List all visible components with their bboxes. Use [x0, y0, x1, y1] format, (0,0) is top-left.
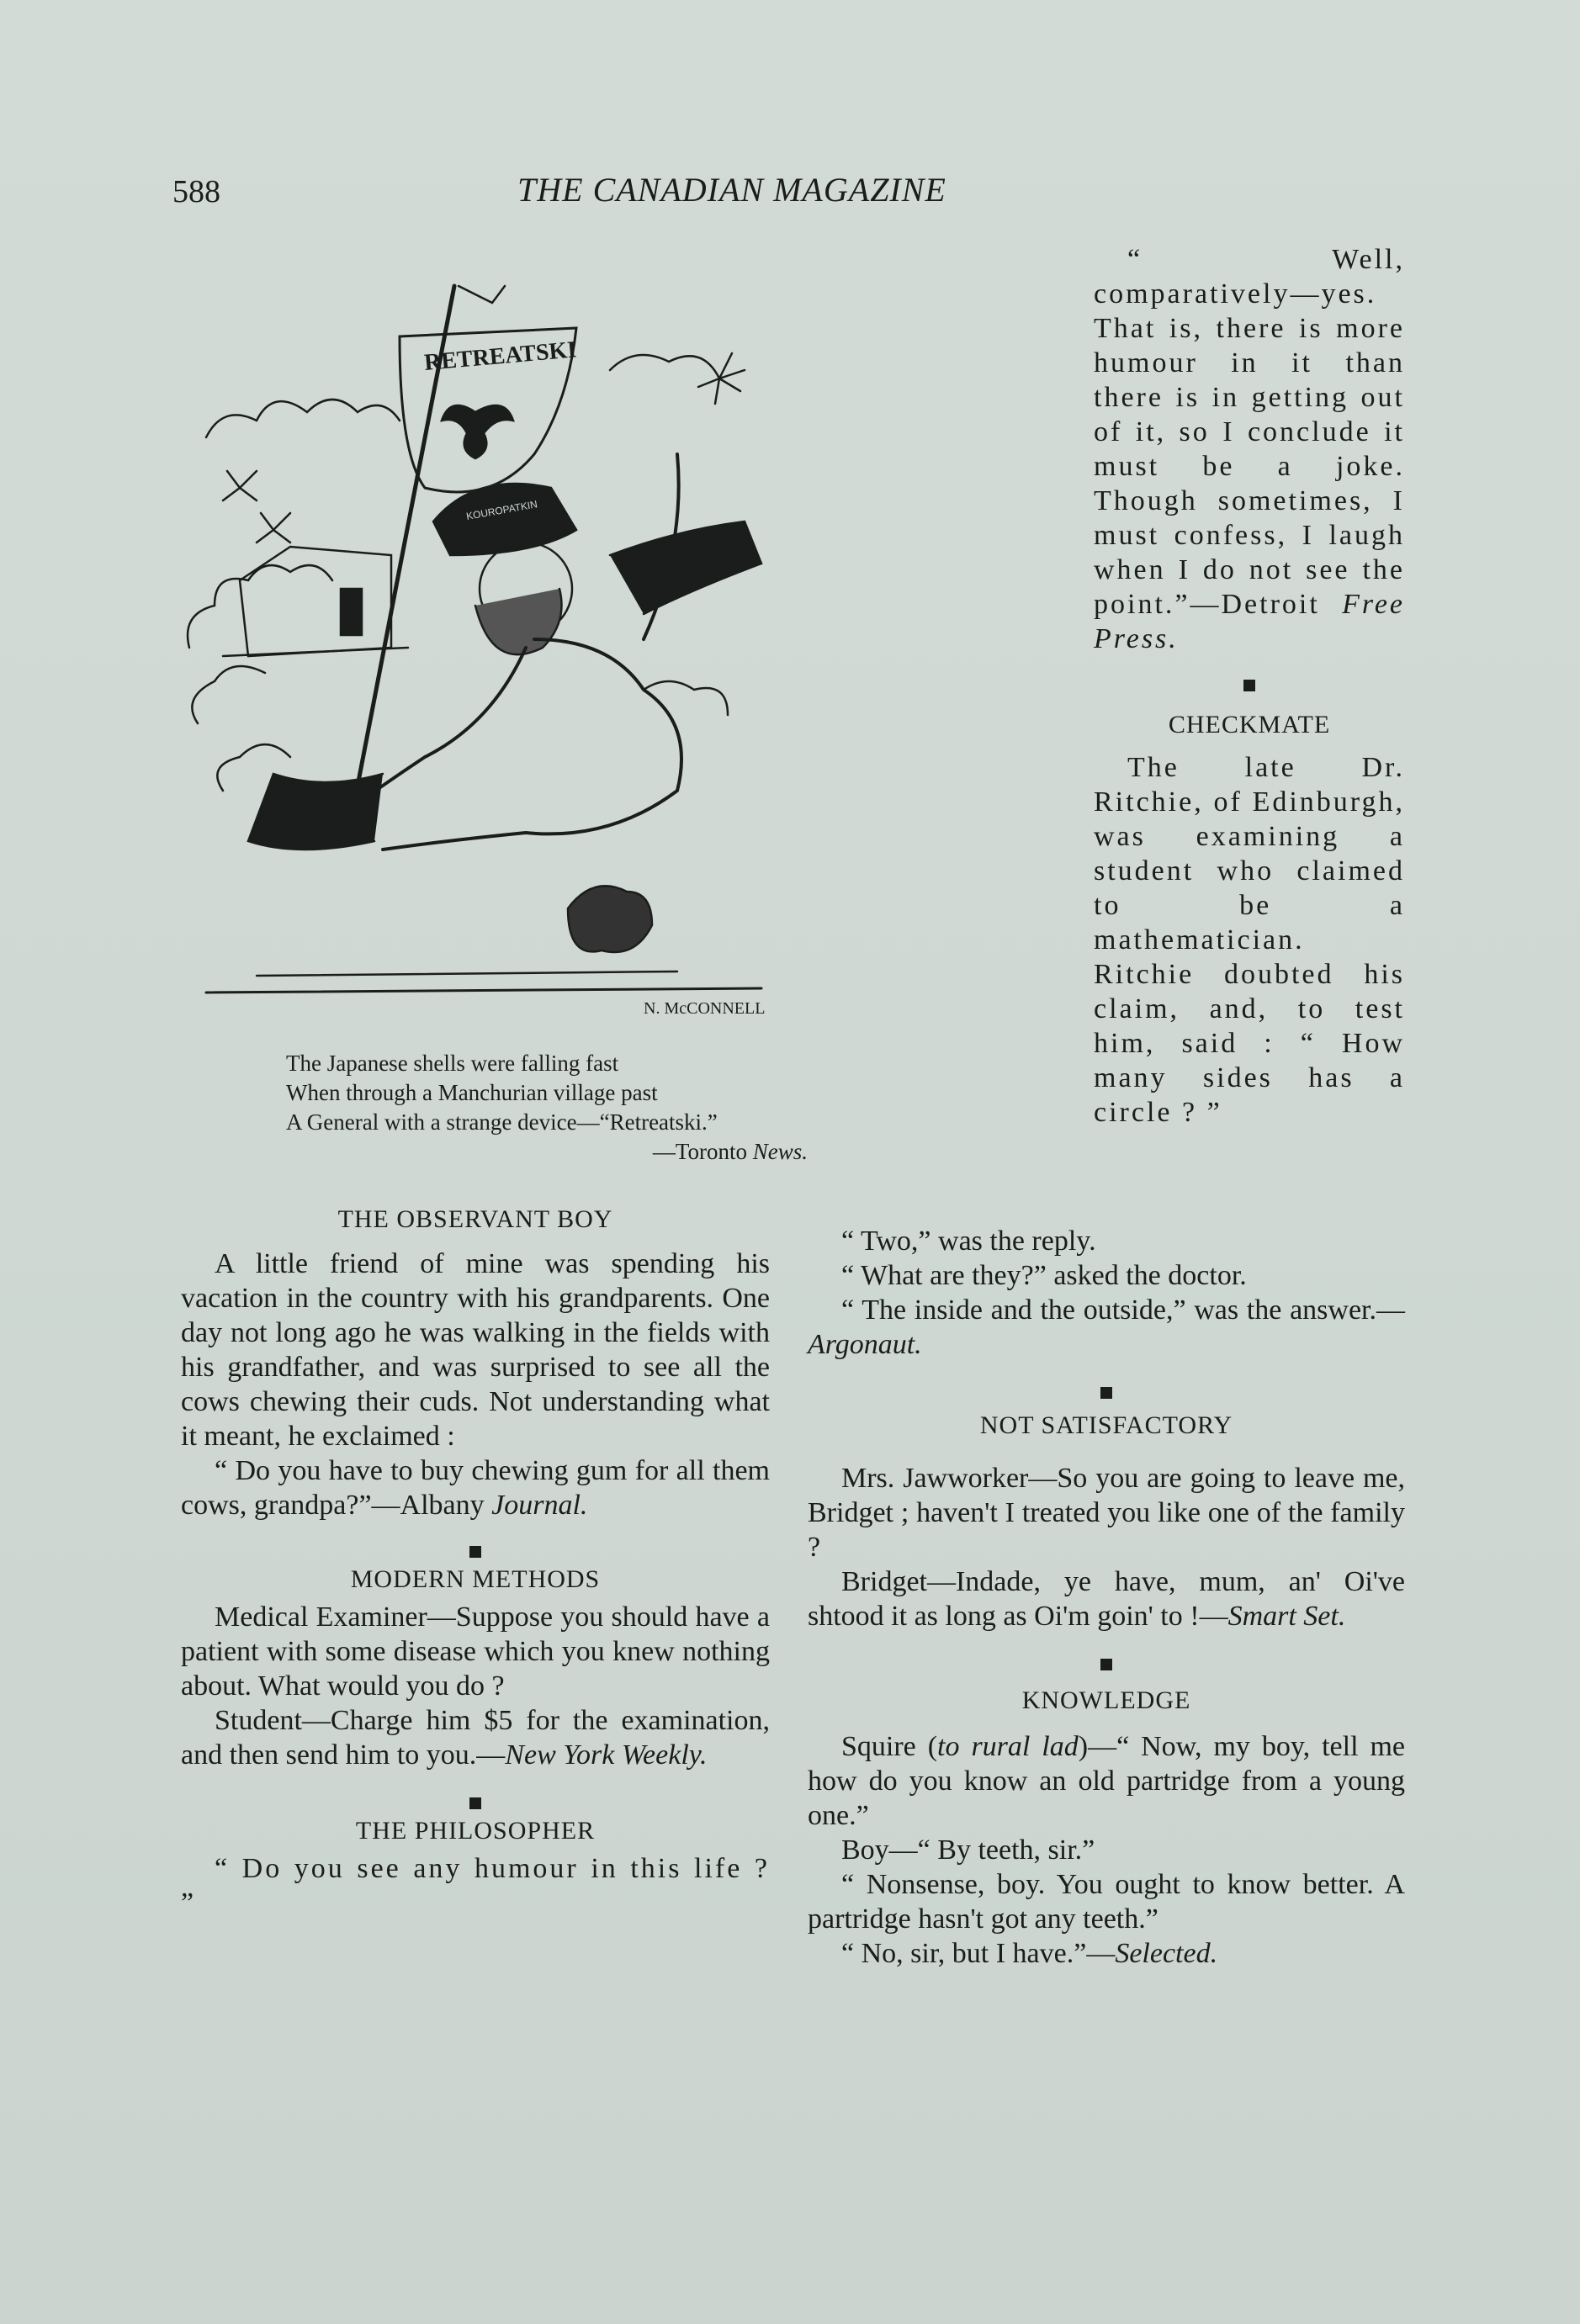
- section-divider: [1100, 1387, 1112, 1399]
- section-divider: [469, 1797, 481, 1809]
- caption-line: A General with a strange device—“Retreatski.”: [286, 1109, 718, 1135]
- cartoon-caption: [286, 1049, 808, 1167]
- knowledge-paragraph: Squire (to rural lad)—“ Now, my boy, tell me how do you know an old partridge from a young one.”: [808, 1731, 1405, 1831]
- section-heading-modern-methods: MODERN METHODS: [350, 1565, 601, 1593]
- section-heading-not-satisfactory: NOT SATISFACTORY: [979, 1411, 1233, 1439]
- section-heading-philosopher: THE PHILOSOPHER: [355, 1817, 596, 1845]
- caption-line: When through a Manchurian village past: [286, 1080, 658, 1105]
- philosopher-continuation: “ Well, comparatively—yes. That is, there is more humour in it than there is in getting out of it, so I conclude it must be a joke. Though sometimes, I must confess, I laugh when I do not see the point.”—Detroit Free Press.: [1094, 244, 1405, 654]
- observant-boy-paragraph: A little friend of mine was spending his vacation in the country with his grandparents. One day not long ago he was walking in the fields with his grandfather, and was surprised to see all the cows chewing their cuds. Not understanding what it meant, he exclaimed :: [181, 1248, 770, 1452]
- section-divider: [469, 1546, 481, 1558]
- section-heading-observant-boy: THE OBSERVANT BOY: [337, 1205, 613, 1233]
- checkmate-paragraph: “ What are they?” asked the doctor.: [841, 1260, 1247, 1291]
- page-header: [172, 167, 1409, 217]
- caption-line: The Japanese shells were falling fast: [286, 1051, 619, 1076]
- section-heading-checkmate: CHECKMATE: [1168, 711, 1331, 738]
- cartoon-illustration: [172, 252, 820, 1035]
- observant-boy-paragraph: “ Do you have to buy chewing gum for all them cows, grandpa?”—Albany Journal.: [181, 1455, 770, 1521]
- knowledge-paragraph: “ Nonsense, boy. You ought to know better. A partridge hasn't got any teeth.”: [808, 1869, 1405, 1935]
- right-column-top: [1094, 242, 1405, 1130]
- right-column: [808, 1224, 1405, 1971]
- modern-methods-paragraph: Medical Examiner—Suppose you should have a patient with some disease which you knew nothing about. What would you do ?: [181, 1601, 770, 1702]
- knowledge-paragraph: Boy—“ By teeth, sir.”: [841, 1834, 1095, 1866]
- knowledge-paragraph: “ No, sir, but I have.”—Selected.: [841, 1938, 1218, 1969]
- banner-text: RETREATSKI: [422, 336, 578, 376]
- checkmate-paragraph: “ The inside and the outside,” was the answer.—Argonaut.: [808, 1294, 1405, 1360]
- section-divider: [1100, 1659, 1112, 1670]
- philosopher-paragraph: “ Do you see any humour in this life ? ”: [181, 1853, 770, 1919]
- checkmate-paragraph: “ Two,” was the reply.: [841, 1226, 1096, 1257]
- artist-signature: N. McCONNELL: [644, 999, 766, 1018]
- not-satisfactory-paragraph: Bridget—Indade, ye have, mum, an' Oi've shtood it as long as Oi'm goin' to !—Smart Set.: [808, 1566, 1405, 1632]
- left-column: [181, 1203, 770, 1920]
- section-divider: [1243, 680, 1255, 691]
- modern-methods-paragraph: Student—Charge him $5 for the examination, and then send him to you.—New York Weekly.: [181, 1705, 770, 1771]
- page-number: 588: [172, 174, 220, 209]
- checkmate-paragraph: The late Dr. Ritchie, of Edinburgh, was examining a student who claimed to be a mathematician. Ritchie doubted his claim, and, to test him, said : “ How many sides has a circle ? ”: [1094, 752, 1405, 1128]
- running-title: THE CANADIAN MAGAZINE: [517, 171, 946, 209]
- caption-source: —Toronto News.: [652, 1139, 808, 1164]
- section-heading-knowledge: KNOWLEDGE: [1021, 1686, 1191, 1714]
- not-satisfactory-paragraph: Mrs. Jawworker—So you are going to leave me, Bridget ; haven't I treated you like one of the family ?: [808, 1463, 1405, 1563]
- cap-text: KOUROPATKIN: [465, 498, 538, 522]
